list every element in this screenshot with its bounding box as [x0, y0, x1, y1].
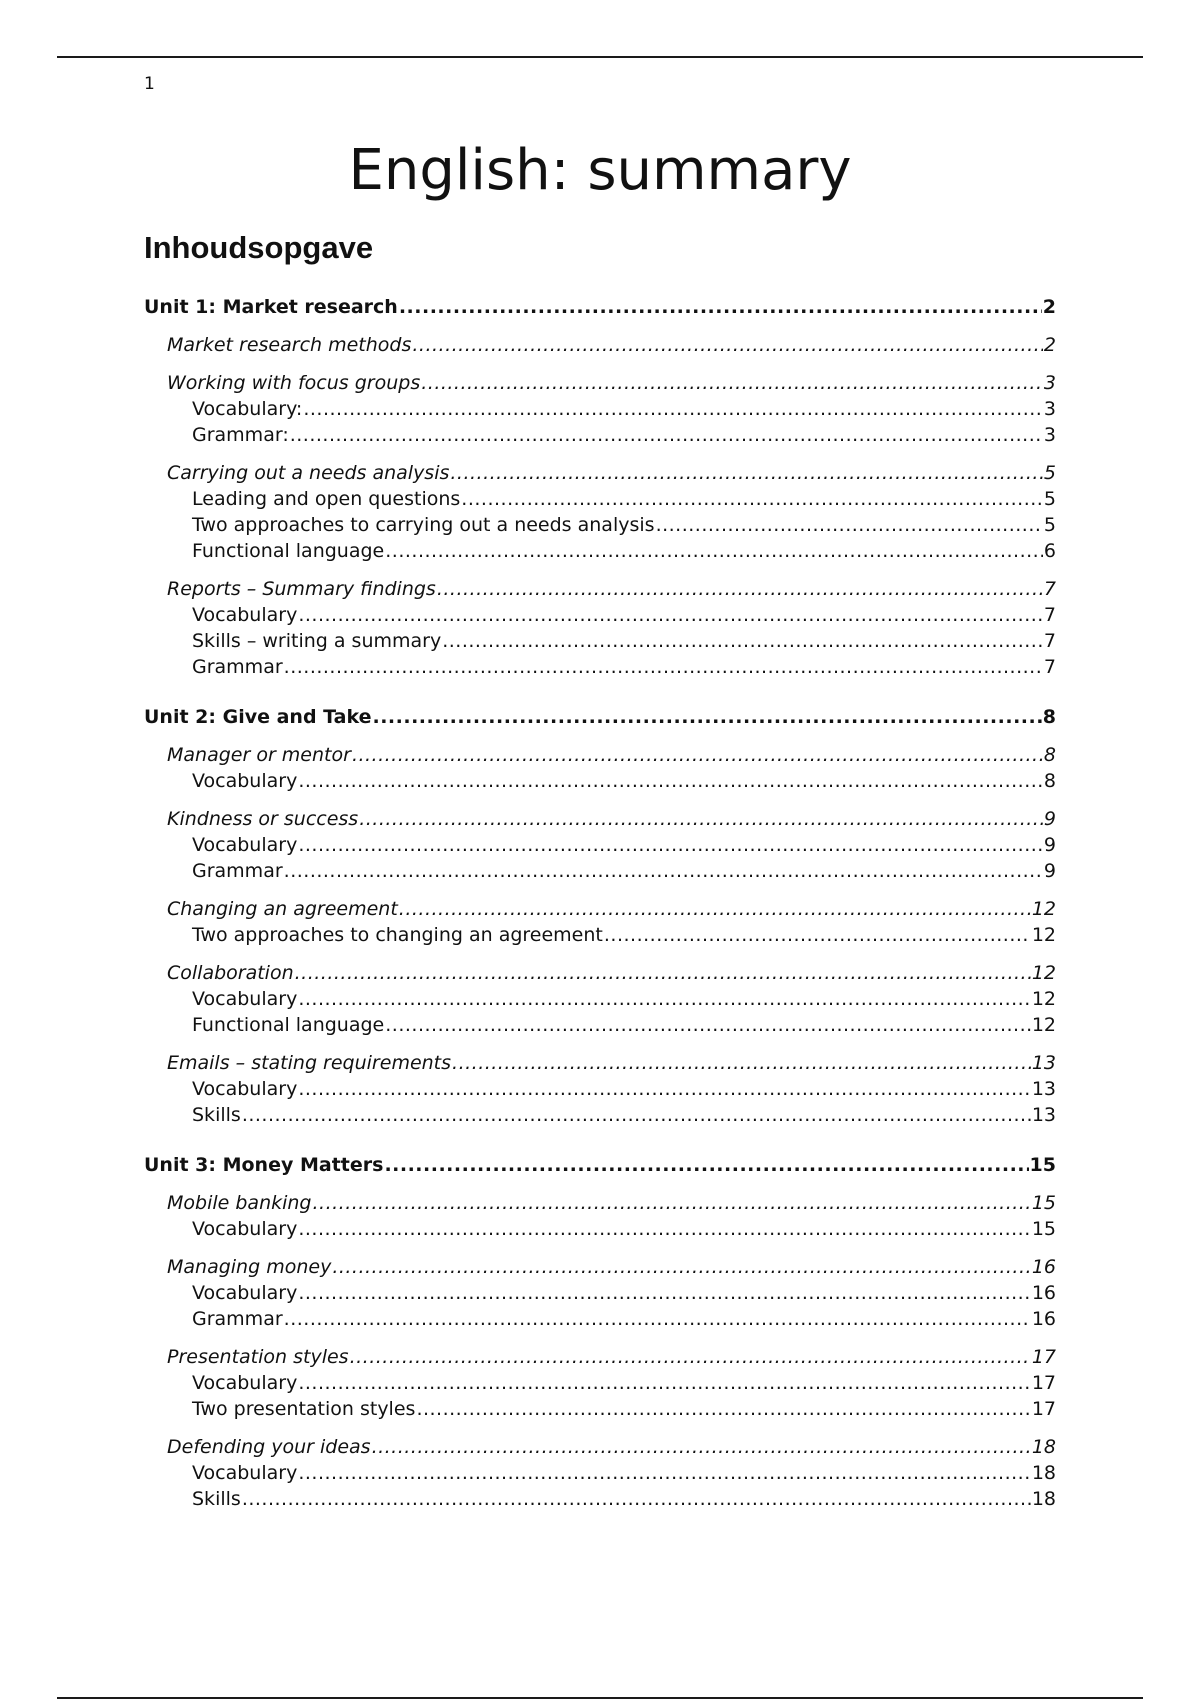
toc-dot-leader	[298, 834, 1043, 856]
toc-entry-level-3[interactable]	[144, 770, 1056, 796]
toc-entry-label: Presentation styles	[167, 1346, 349, 1368]
toc-entry-label: Managing money	[167, 1256, 332, 1278]
toc-entry-page: 12	[1031, 1014, 1056, 1036]
toc-entry-label: Skills – writing a summary	[192, 630, 442, 652]
toc-entry-level-2[interactable]	[144, 1192, 1056, 1218]
toc-entry-page: 15	[1031, 1218, 1056, 1240]
toc-dot-leader	[385, 540, 1043, 562]
toc-entry-label: Two approaches to carrying out a needs analysis	[192, 514, 655, 536]
toc-entry-page: 2	[1042, 296, 1056, 318]
toc-entry-page: 12	[1031, 988, 1056, 1010]
toc-entry-label: Functional language	[192, 1014, 385, 1036]
toc-entry-label: Vocabulary	[192, 1218, 298, 1240]
toc-entry-page: 5	[1043, 488, 1056, 510]
toc-dot-leader	[442, 630, 1043, 652]
toc-entry-level-3[interactable]	[144, 1078, 1056, 1104]
toc-entry-level-1[interactable]	[144, 1154, 1056, 1180]
toc-entry-page: 15	[1029, 1154, 1056, 1176]
toc-entry-page: 18	[1031, 1436, 1056, 1458]
toc-entry-level-3[interactable]	[144, 988, 1056, 1014]
toc-entry-level-3[interactable]	[144, 488, 1056, 514]
toc-dot-leader	[437, 578, 1043, 600]
toc-entry-level-2[interactable]	[144, 578, 1056, 604]
toc-entry-page: 5	[1043, 514, 1056, 536]
toc-dot-leader	[384, 1154, 1028, 1176]
toc-dot-leader	[313, 1192, 1031, 1214]
toc-entry-page: 13	[1031, 1104, 1056, 1126]
toc-dot-leader	[298, 604, 1043, 626]
toc-entry-page: 13	[1031, 1052, 1056, 1074]
toc-entry-label: Working with focus groups	[167, 372, 421, 394]
toc-entry-label: Leading and open questions	[192, 488, 461, 510]
toc-entry-level-3[interactable]	[144, 860, 1056, 886]
toc-entry-page: 13	[1031, 1078, 1056, 1100]
toc-entry-page: 2	[1043, 334, 1056, 356]
toc-entry-label: Kindness or success	[167, 808, 359, 830]
toc-entry-label: Market research methods	[167, 334, 412, 356]
toc-dot-leader	[332, 1256, 1031, 1278]
toc-dot-leader	[372, 1436, 1031, 1458]
toc-entry-label: Vocabulary	[192, 1372, 298, 1394]
toc-entry-page: 12	[1031, 962, 1056, 984]
toc-dot-leader	[373, 706, 1042, 728]
toc-dot-leader	[242, 1488, 1031, 1510]
toc-entry-page: 9	[1043, 860, 1056, 882]
toc-entry-level-3[interactable]	[144, 1014, 1056, 1040]
toc-entry-level-2[interactable]	[144, 334, 1056, 360]
toc-dot-leader	[298, 770, 1043, 792]
toc-entry-label: Vocabulary	[192, 988, 298, 1010]
toc-entry-level-3[interactable]	[144, 514, 1056, 540]
toc-entry-page: 7	[1043, 604, 1056, 626]
toc-entry-level-3[interactable]	[144, 424, 1056, 450]
toc-dot-leader	[303, 398, 1043, 420]
toc-entry-level-2[interactable]	[144, 1436, 1056, 1462]
toc-entry-level-3[interactable]	[144, 656, 1056, 682]
toc-dot-leader	[284, 860, 1043, 882]
toc-entry-page: 8	[1042, 706, 1056, 728]
toc-dot-leader	[656, 514, 1043, 536]
toc-entry-page: 8	[1043, 770, 1056, 792]
toc-entry-label: Two approaches to changing an agreement	[192, 924, 603, 946]
toc-dot-leader	[298, 1218, 1030, 1240]
toc-entry-page: 16	[1031, 1256, 1056, 1278]
toc-entry-page: 16	[1031, 1308, 1056, 1330]
toc-entry-page: 9	[1043, 834, 1056, 856]
toc-dot-leader	[359, 808, 1043, 830]
toc-entry-page: 9	[1043, 808, 1056, 830]
toc-dot-leader	[242, 1104, 1031, 1126]
toc-entry-page: 7	[1043, 578, 1056, 600]
toc-dot-leader	[450, 462, 1043, 484]
toc-entry-label: Emails – stating requirements	[167, 1052, 452, 1074]
toc-dot-leader	[461, 488, 1043, 510]
toc-entry-level-2[interactable]	[144, 462, 1056, 488]
toc-entry-label: Vocabulary	[192, 770, 298, 792]
toc-entry-level-3[interactable]	[144, 924, 1056, 950]
toc-entry-level-2[interactable]	[144, 808, 1056, 834]
toc-heading: Inhoudsopgave	[144, 230, 374, 265]
toc-entry-level-3[interactable]	[144, 1218, 1056, 1244]
toc-entry-page: 15	[1031, 1192, 1056, 1214]
toc-entry-level-3[interactable]	[144, 1488, 1056, 1514]
toc-entry-page: 16	[1031, 1282, 1056, 1304]
toc-entry-page: 8	[1043, 744, 1056, 766]
toc-dot-leader	[416, 1398, 1030, 1420]
toc-entry-level-3[interactable]	[144, 1308, 1056, 1334]
toc-dot-leader	[412, 334, 1043, 356]
toc-entry-page: 3	[1043, 398, 1056, 420]
toc-entry-page: 18	[1031, 1488, 1056, 1510]
document-title: English: summary	[348, 138, 852, 203]
toc-entry-level-2[interactable]	[144, 372, 1056, 398]
toc-dot-leader	[452, 1052, 1031, 1074]
toc-entry-label: Grammar	[192, 656, 283, 678]
toc-entry-level-2[interactable]	[144, 1346, 1056, 1372]
toc-entry-page: 18	[1031, 1462, 1056, 1484]
toc-dot-leader	[604, 924, 1031, 946]
toc-dot-leader	[295, 962, 1031, 984]
toc-entry-label: Grammar	[192, 1308, 283, 1330]
toc-entry-label: Grammar:	[192, 424, 289, 446]
toc-dot-leader	[350, 1346, 1031, 1368]
toc-entry-level-3[interactable]	[144, 630, 1056, 656]
toc-entry-label: Skills	[192, 1488, 241, 1510]
toc-entry-label: Collaboration	[167, 962, 294, 984]
toc-entry-level-3[interactable]	[144, 1398, 1056, 1424]
toc-dot-leader	[298, 1282, 1030, 1304]
toc-entry-level-2[interactable]	[144, 744, 1056, 770]
toc-entry-label: Vocabulary	[192, 1462, 298, 1484]
toc-dot-leader	[298, 1462, 1030, 1484]
toc-entry-page: 12	[1031, 924, 1056, 946]
toc-entry-label: Defending your ideas	[167, 1436, 371, 1458]
toc-entry-level-3[interactable]	[144, 1462, 1056, 1488]
toc-dot-leader	[421, 372, 1043, 394]
toc-entry-label: Unit 3: Money Matters	[144, 1154, 384, 1176]
toc-entry-page: 5	[1043, 462, 1056, 484]
toc-entry-level-1[interactable]	[144, 706, 1056, 732]
table-of-contents	[144, 296, 1056, 1514]
toc-entry-page: 3	[1043, 424, 1056, 446]
toc-dot-leader	[352, 744, 1043, 766]
toc-dot-leader	[399, 898, 1031, 920]
toc-entry-label: Grammar	[192, 860, 283, 882]
toc-entry-label: Vocabulary	[192, 1282, 298, 1304]
toc-dot-leader	[284, 656, 1043, 678]
toc-entry-level-2[interactable]	[144, 962, 1056, 988]
toc-entry-label: Vocabulary	[192, 834, 298, 856]
toc-entry-label: Mobile banking	[167, 1192, 312, 1214]
toc-entry-label: Vocabulary:	[192, 398, 303, 420]
toc-entry-page: 7	[1043, 630, 1056, 652]
toc-entry-page: 12	[1031, 898, 1056, 920]
toc-entry-page: 3	[1043, 372, 1056, 394]
toc-entry-label: Skills	[192, 1104, 241, 1126]
toc-entry-page: 6	[1043, 540, 1056, 562]
toc-entry-level-3[interactable]	[144, 1282, 1056, 1308]
toc-entry-page: 17	[1031, 1398, 1056, 1420]
toc-entry-level-2[interactable]	[144, 898, 1056, 924]
toc-entry-level-3[interactable]	[144, 834, 1056, 860]
toc-entry-label: Carrying out a needs analysis	[167, 462, 450, 484]
toc-dot-leader	[399, 296, 1042, 318]
toc-entry-label: Functional language	[192, 540, 385, 562]
toc-entry-level-1[interactable]	[144, 296, 1056, 322]
toc-entry-label: Vocabulary	[192, 604, 298, 626]
toc-entry-label: Changing an agreement	[167, 898, 398, 920]
header-rule	[57, 56, 1143, 58]
toc-entry-level-3[interactable]	[144, 540, 1056, 566]
toc-entry-level-3[interactable]	[144, 604, 1056, 630]
toc-dot-leader	[290, 424, 1043, 446]
toc-dot-leader	[298, 1078, 1030, 1100]
toc-entry-label: Two presentation styles	[192, 1398, 416, 1420]
toc-entry-label: Vocabulary	[192, 1078, 298, 1100]
toc-dot-leader	[298, 1372, 1030, 1394]
toc-entry-page: 7	[1043, 656, 1056, 678]
toc-entry-page: 17	[1031, 1372, 1056, 1394]
toc-entry-page: 17	[1031, 1346, 1056, 1368]
toc-entry-level-2[interactable]	[144, 1052, 1056, 1078]
toc-dot-leader	[284, 1308, 1031, 1330]
toc-entry-label: Unit 2: Give and Take	[144, 706, 372, 728]
footer-rule	[57, 1697, 1143, 1699]
page-number: 1	[144, 74, 155, 94]
toc-entry-label: Unit 1: Market research	[144, 296, 398, 318]
toc-dot-leader	[385, 1014, 1031, 1036]
toc-entry-label: Manager or mentor	[167, 744, 351, 766]
toc-entry-level-3[interactable]	[144, 1372, 1056, 1398]
toc-entry-label: Reports – Summary findings	[167, 578, 436, 600]
toc-entry-level-3[interactable]	[144, 398, 1056, 424]
toc-entry-level-2[interactable]	[144, 1256, 1056, 1282]
toc-entry-level-3[interactable]	[144, 1104, 1056, 1130]
toc-dot-leader	[298, 988, 1030, 1010]
